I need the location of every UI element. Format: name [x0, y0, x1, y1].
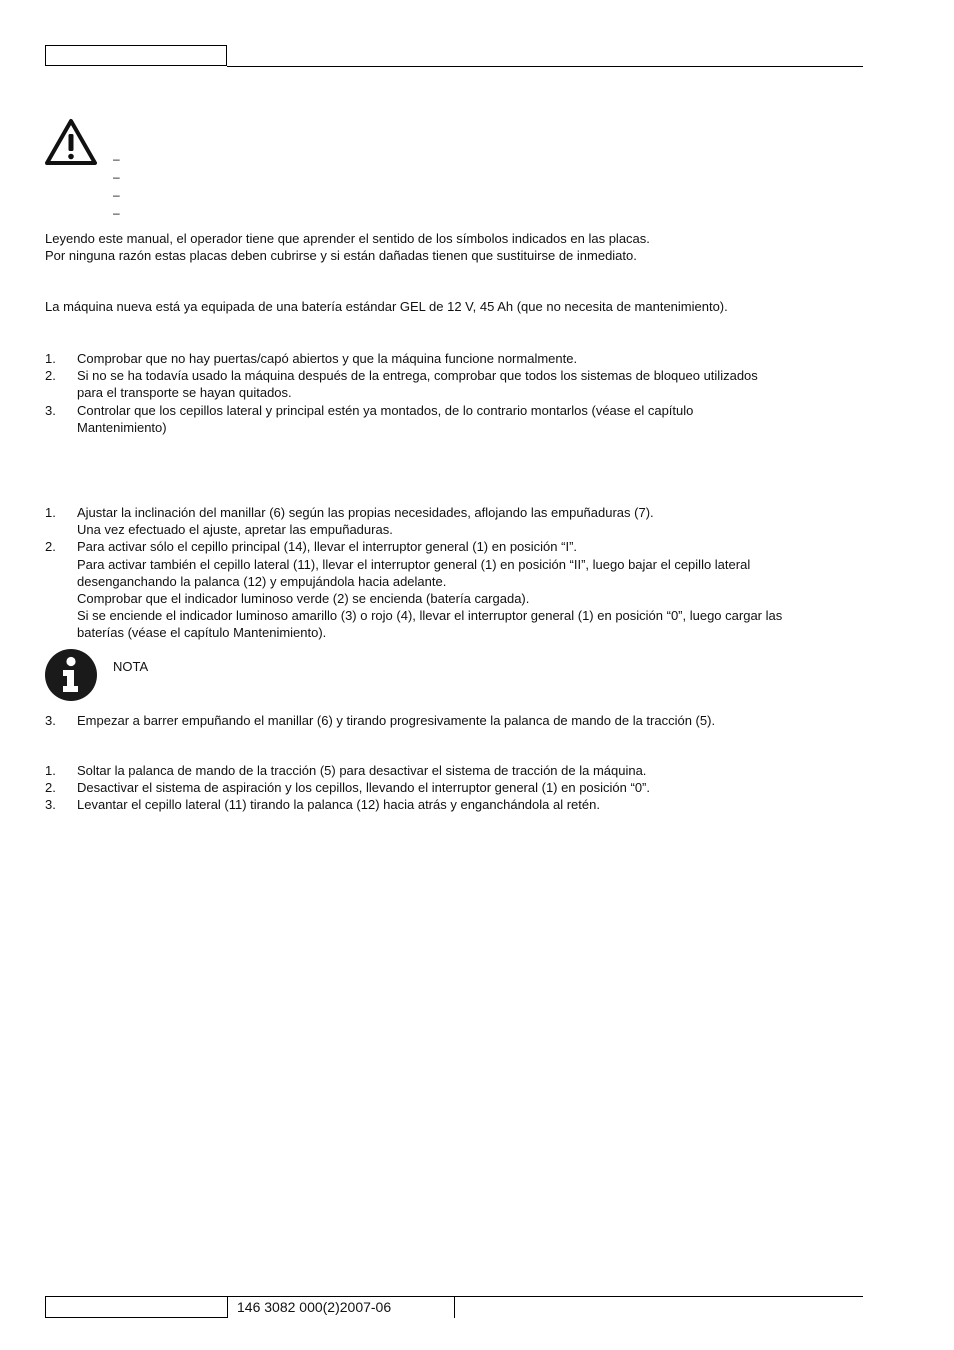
item-line: baterías (véase el capítulo Mantenimiento).: [77, 625, 327, 641]
note-label: NOTA: [113, 659, 149, 674]
intro-paragraph: Por ninguna razón estas placas deben cubrirse y si están dañadas tienen que sustituirse de inmediato.: [45, 248, 637, 263]
item-line: Para activar también el cepillo lateral (11), llevar el interruptor general (1) en posición “II”, luego bajar el cepillo lateral: [77, 556, 751, 572]
item-number: 2.: [45, 539, 56, 555]
header-box: [45, 45, 227, 66]
header-rule: [227, 66, 863, 67]
item-line: Controlar que los cepillos lateral y principal estén ya montados, de lo contrario montarlos (véase el capítulo: [77, 402, 694, 418]
list-item: [45, 796, 875, 813]
item-line: Comprobar que el indicador luminoso verde (2) se encienda (batería cargada).: [77, 591, 530, 607]
list-item: [45, 779, 875, 796]
warning-dash: –: [113, 152, 120, 166]
warning-triangle-icon: [44, 118, 98, 166]
item-number: 3.: [45, 402, 56, 418]
item-number: 2.: [45, 780, 56, 796]
item-line: para el transporte se hayan quitados.: [77, 385, 292, 401]
document-code: 146 3082 000(2)2007-06: [237, 1299, 392, 1315]
item-line: Ajustar la inclinación del manillar (6) según las propias necesidades, aflojando las empuñaduras (7).: [77, 505, 654, 520]
footer-rule: [228, 1296, 863, 1297]
item-line: desenganchando la palanca (12) y empujándola hacia adelante.: [77, 573, 447, 589]
operation-continued-list: [45, 712, 875, 729]
warning-dash-list: [113, 150, 120, 222]
warning-dash: –: [113, 206, 120, 220]
list-item: [45, 350, 875, 367]
warning-dash: –: [113, 188, 120, 202]
item-line: Una vez efectuado el ajuste, apretar las empuñaduras.: [77, 522, 393, 538]
item-line: Si no se ha todavía usado la máquina después de la entrega, comprobar que todos los sistemas de bloqueo utilizados: [77, 368, 758, 384]
item-line: Empezar a barrer empuñando el manillar (6) y tirando progresivamente la palanca de mando de la tracción (5).: [77, 713, 716, 728]
footer-divider: [454, 1296, 455, 1318]
item-line: Mantenimiento): [77, 419, 167, 435]
item-line: Si se enciende el indicador luminoso amarillo (3) o rojo (4), llevar el interruptor general (1) en posición “0”, luego cargar las: [77, 608, 783, 624]
item-line: Desactivar el sistema de aspiración y los cepillos, llevando el interruptor general (1) en posición “0”.: [77, 780, 650, 796]
battery-paragraph: La máquina nueva está ya equipada de una batería estándar GEL de 12 V, 45 Ah (que no necesita de mantenimiento).: [45, 299, 728, 314]
item-number: 1.: [45, 351, 56, 366]
item-number: 1.: [45, 763, 56, 778]
info-icon: [44, 648, 98, 702]
warning-dash: –: [113, 170, 120, 184]
list-item: [45, 504, 875, 538]
footer-box: [45, 1296, 228, 1318]
item-number: 2.: [45, 368, 56, 384]
stop-list: [45, 762, 875, 814]
intro-paragraph: Leyendo este manual, el operador tiene que aprender el sentido de los símbolos indicados en las placas.: [45, 231, 650, 246]
item-line: Para activar sólo el cepillo principal (14), llevar el interruptor general (1) en posición “I”.: [77, 539, 578, 555]
list-item: [45, 367, 875, 401]
item-number: 1.: [45, 505, 56, 520]
operation-list: [45, 504, 875, 642]
list-item: [45, 712, 875, 729]
item-number: 3.: [45, 797, 56, 813]
list-item: [45, 402, 875, 436]
checks-list: [45, 350, 875, 436]
list-item: [45, 538, 875, 641]
list-item: [45, 762, 875, 779]
item-line: Comprobar que no hay puertas/capó abiertos y que la máquina funcione normalmente.: [77, 351, 578, 366]
item-line: Levantar el cepillo lateral (11) tirando la palanca (12) hacia atrás y enganchándola al retén.: [77, 797, 600, 813]
item-number: 3.: [45, 713, 56, 728]
item-line: Soltar la palanca de mando de la tracción (5) para desactivar el sistema de tracción de la máquina.: [77, 763, 647, 778]
